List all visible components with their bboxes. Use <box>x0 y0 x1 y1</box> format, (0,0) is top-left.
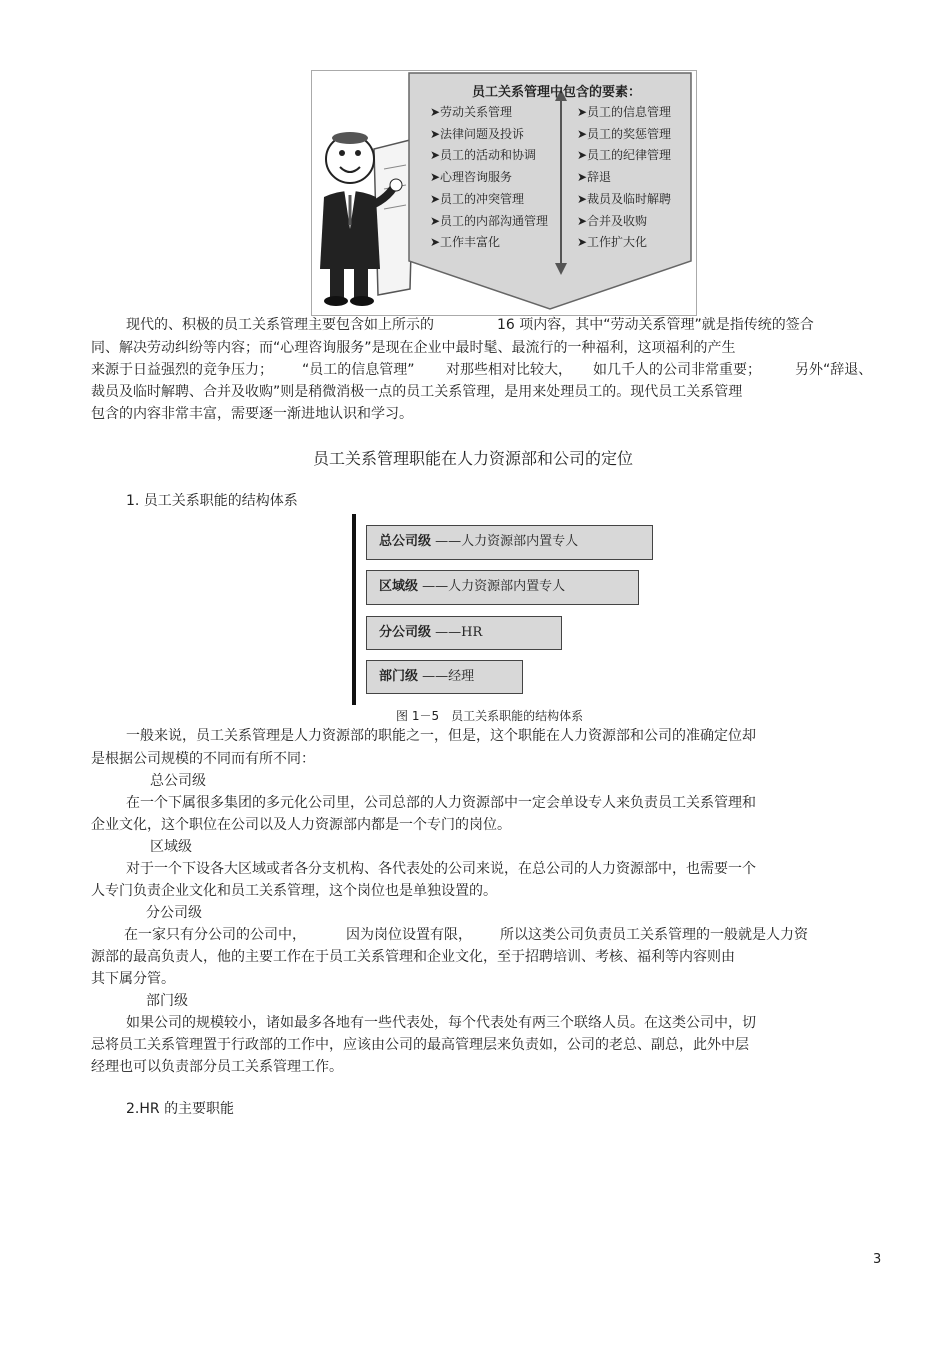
right-elements-list <box>577 102 671 254</box>
list-item: ➤员工的信息管理 <box>577 105 672 119</box>
page-number: 3 <box>873 1252 882 1267</box>
para1-line: 如几千人的公司非常重要； <box>593 362 761 378</box>
level-title: 区域级 <box>150 839 192 855</box>
list-item: ➤辞退 <box>577 170 612 185</box>
list-item: ➤工作丰富化 <box>430 235 501 250</box>
level-line: 因为岗位设置有限， <box>346 927 472 943</box>
list-item: ➤员工的奖惩管理 <box>577 126 672 141</box>
subheading: 1. 员工关系职能的结构体系 <box>126 493 298 509</box>
level-line: 经理也可以负责部分员工关系管理工作。 <box>91 1059 343 1075</box>
para1-line: 裁员及临时解聘、合并及收购”则是稍微消极一点的员工关系管理，是用来处理员工的。现代员工关系管理 <box>91 384 743 400</box>
para1-line: 对那些相对比较大， <box>446 362 572 378</box>
para1-line: 16 项内容，其中“劳动关系管理”就是指传统的签合 <box>497 317 814 333</box>
list-item: ➤劳动关系管理 <box>430 105 513 119</box>
level-line: 对于一个下设各大区域或者各分支机构、各代表处的公司来说，在总公司的人力资源部中，也需要一个 <box>126 861 756 877</box>
list-item: ➤合并及收购 <box>577 213 648 228</box>
list-item: ➤心理咨询服务 <box>430 170 513 185</box>
list-item: ➤员工的活动和协调 <box>430 148 537 163</box>
list-item: ➤裁员及临时解聘 <box>577 191 672 206</box>
para2-line: 一般来说，员工关系管理是人力资源部的职能之一，但是，这个职能在人力资源部和公司的准确定位却 <box>126 728 756 744</box>
figure-caption: 图 1－5 员工关系职能的结构体系 <box>396 709 584 723</box>
level-line: 忌将员工关系管理置于行政部的工作中，应该由公司的最高管理层来负责如，公司的老总、副总，此外中层 <box>91 1037 749 1053</box>
list-item: ➤员工的冲突管理 <box>430 191 525 206</box>
level-title: 总公司级 <box>150 773 206 789</box>
hierarchy-axis-bar <box>352 514 356 705</box>
left-elements-list <box>430 102 548 254</box>
para1-line: 同、解决劳动纠纷等内容；而“心理咨询服务”是现在企业中最时髦、最流行的一种福利，这项福利的产生 <box>91 340 736 356</box>
level-line: 在一家只有分公司的公司中， <box>124 927 306 943</box>
list-item: ➤员工的纪律管理 <box>577 148 672 163</box>
level-line: 源部的最高负责人，他的主要工作在于员工关系管理和企业文化，至于招聘培训、考核、福利等内容则由 <box>91 949 735 965</box>
level-box-department: 部门级 ——经理 <box>366 660 523 694</box>
level-line: 所以这类公司负责员工关系管理的一般就是人力资 <box>500 927 808 943</box>
level-box-region: 区域级 ——人力资源部内置专人 <box>366 570 639 605</box>
para1-line: 来源于日益强烈的竞争压力； <box>91 362 273 378</box>
level-line: 人专门负责企业文化和员工关系管理，这个岗位也是单独设置的。 <box>91 883 497 899</box>
list-item: ➤员工的内部沟通管理 <box>430 213 549 228</box>
subheading: 2.HR 的主要职能 <box>126 1101 235 1117</box>
level-title: 部门级 <box>146 993 188 1009</box>
level-line: 其下属分管。 <box>91 971 175 987</box>
panel-title: 员工关系管理中包含的要素： <box>472 85 642 100</box>
level-box-head-office: 总公司级 ——人力资源部内置专人 <box>366 525 653 560</box>
level-line: 如果公司的规模较小，诸如最多各地有一些代表处，每个代表处有两三个联络人员。在这类公司中，切 <box>126 1015 756 1031</box>
level-box-branch: 分公司级 ——HR <box>366 616 562 650</box>
para1-line: 现代的、积极的员工关系管理主要包含如上所示的 <box>126 317 434 333</box>
list-item: ➤法律问题及投诉 <box>430 126 525 141</box>
para2-line: 是根据公司规模的不同而有所不同： <box>91 751 315 767</box>
list-item: ➤工作扩大化 <box>577 235 648 250</box>
para1-line: 另外“辞退、 <box>795 362 873 378</box>
para1-line: 包含的内容非常丰富，需要逐一渐进地认识和学习。 <box>91 406 413 422</box>
figure-elements-diagram <box>311 70 697 316</box>
level-title: 分公司级 <box>146 905 202 921</box>
level-line: 企业文化，这个职位在公司以及人力资源部内都是一个专门的岗位。 <box>91 817 511 833</box>
section-title: 员工关系管理职能在人力资源部和公司的定位 <box>313 449 634 468</box>
level-line: 在一个下属很多集团的多元化公司里，公司总部的人力资源部中一定会单设专人来负责员工关系管理和 <box>126 795 756 811</box>
para1-line: “员工的信息管理” <box>302 362 415 378</box>
